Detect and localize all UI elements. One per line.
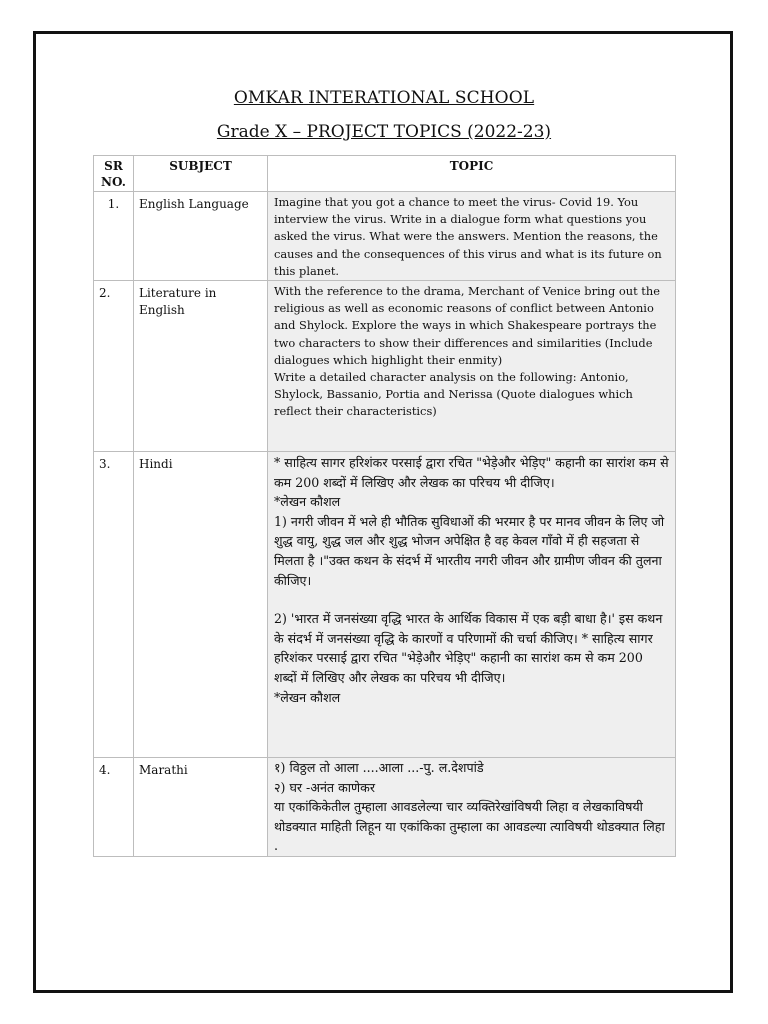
topic-cell <box>268 192 676 281</box>
topic-cell <box>268 758 676 857</box>
column-header-sr-no <box>94 156 134 192</box>
column-header-sr-line2: NO. <box>101 175 126 189</box>
topic-paragraph: या एकांकिकेतील तुम्हाला आवडलेल्या चार व्यक्तिरेखांविषयी लिहा व लेखकाविषयी थोडक्यात माहिती लिहून या एकांकिका तुम्हाला का आवडल्या त्याविषयी थोडक्यात लिहा . <box>274 799 665 854</box>
topic-paragraph: Write a detailed character analysis on the following: Antonio, Shylock, Bassanio, Portia and Nerissa (Quote dialogues which reflect their characteristics) <box>274 370 633 419</box>
paragraph-gap <box>274 590 669 609</box>
subject-cell: Hindi <box>134 452 268 758</box>
topic-cell <box>268 281 676 452</box>
column-header-topic: TOPIC <box>268 156 676 192</box>
topic-cell <box>268 452 676 758</box>
sr-number: 1. <box>94 192 134 281</box>
project-topics-table <box>93 155 676 857</box>
sr-number: 4. <box>94 758 134 857</box>
table-header-row <box>94 156 676 192</box>
topic-paragraph: 2) 'भारत में जनसंख्या वृद्धि भारत के आर्थिक विकास में एक बड़ी बाधा है।' इस कथन के संदर्भ में जनसंख्या वृद्धि के कारणों व परिणामों की चर्चा कीजिए। * साहित्य सागर हरिशंकर परसाई द्वारा रचित "भेड़ेऔर भेड़िए" कहानी का सारांश कम से कम 200 शब्दों में लिखिए और लेखक का परिचय भी दीजिए। <box>274 611 663 685</box>
subject-cell: Marathi <box>134 758 268 857</box>
sr-number: 3. <box>94 452 134 758</box>
topic-paragraph: *लेखन कौशल <box>274 689 341 705</box>
topic-paragraph: *लेखन कौशल <box>274 494 341 510</box>
sr-number: 2. <box>94 281 134 452</box>
subject-cell: English Language <box>134 192 268 281</box>
subject-cell: Literature in English <box>134 281 268 452</box>
page-title: Grade X – PROJECT TOPICS (2022-23) <box>216 122 552 142</box>
table-row <box>94 758 676 857</box>
topic-paragraph: १) विठ्ठल तो आला ....आला ...-पु. ल.देशपांडे <box>274 760 484 776</box>
topic-paragraph: २) घर -अनंत काणेकर <box>274 779 375 795</box>
topic-paragraph: Imagine that you got a chance to meet the virus- Covid 19. You interview the virus. Write in a dialogue form what questions you asked the virus. What were the answers. Mention the reasons, the causes and the consequences of this virus and what is its future on this planet. <box>274 195 662 278</box>
table-row <box>94 281 676 452</box>
column-header-subject: SUBJECT <box>134 156 268 192</box>
column-header-sr-line1: SR <box>104 159 123 173</box>
topic-paragraph: * साहित्य सागर हरिशंकर परसाई द्वारा रचित "भेड़ेऔर भेड़िए" कहानी का सारांश कम से कम 200 शब्दों में लिखिए और लेखक का परिचय भी दीजिए। <box>274 455 669 490</box>
school-name: OMKAR INTERATIONAL SCHOOL <box>233 88 535 108</box>
topic-paragraph: 1) नगरी जीवन में भले ही भौतिक सुविधाओं की भरमार है पर मानव जीवन के लिए जो शुद्ध वायु, शुद्ध जल और शुद्ध भोजन अपेक्षित है वह केवल गाँवो में ही सहजता से मिलता है ।"उक्त कथन के संदर्भ में भारतीय नगरी जीवन और ग्रामीण जीवन की तुलना कीजिए। <box>274 513 665 588</box>
table-row <box>94 192 676 281</box>
topic-paragraph: With the reference to the drama, Merchant of Venice bring out the religious as well as economic reasons of conflict between Antonio and Shylock. Explore the ways in which Shakespeare portrays the two characters to show their differences and similarities (Include dialogues which highlight their enmity) <box>274 284 660 367</box>
table-row <box>94 452 676 758</box>
